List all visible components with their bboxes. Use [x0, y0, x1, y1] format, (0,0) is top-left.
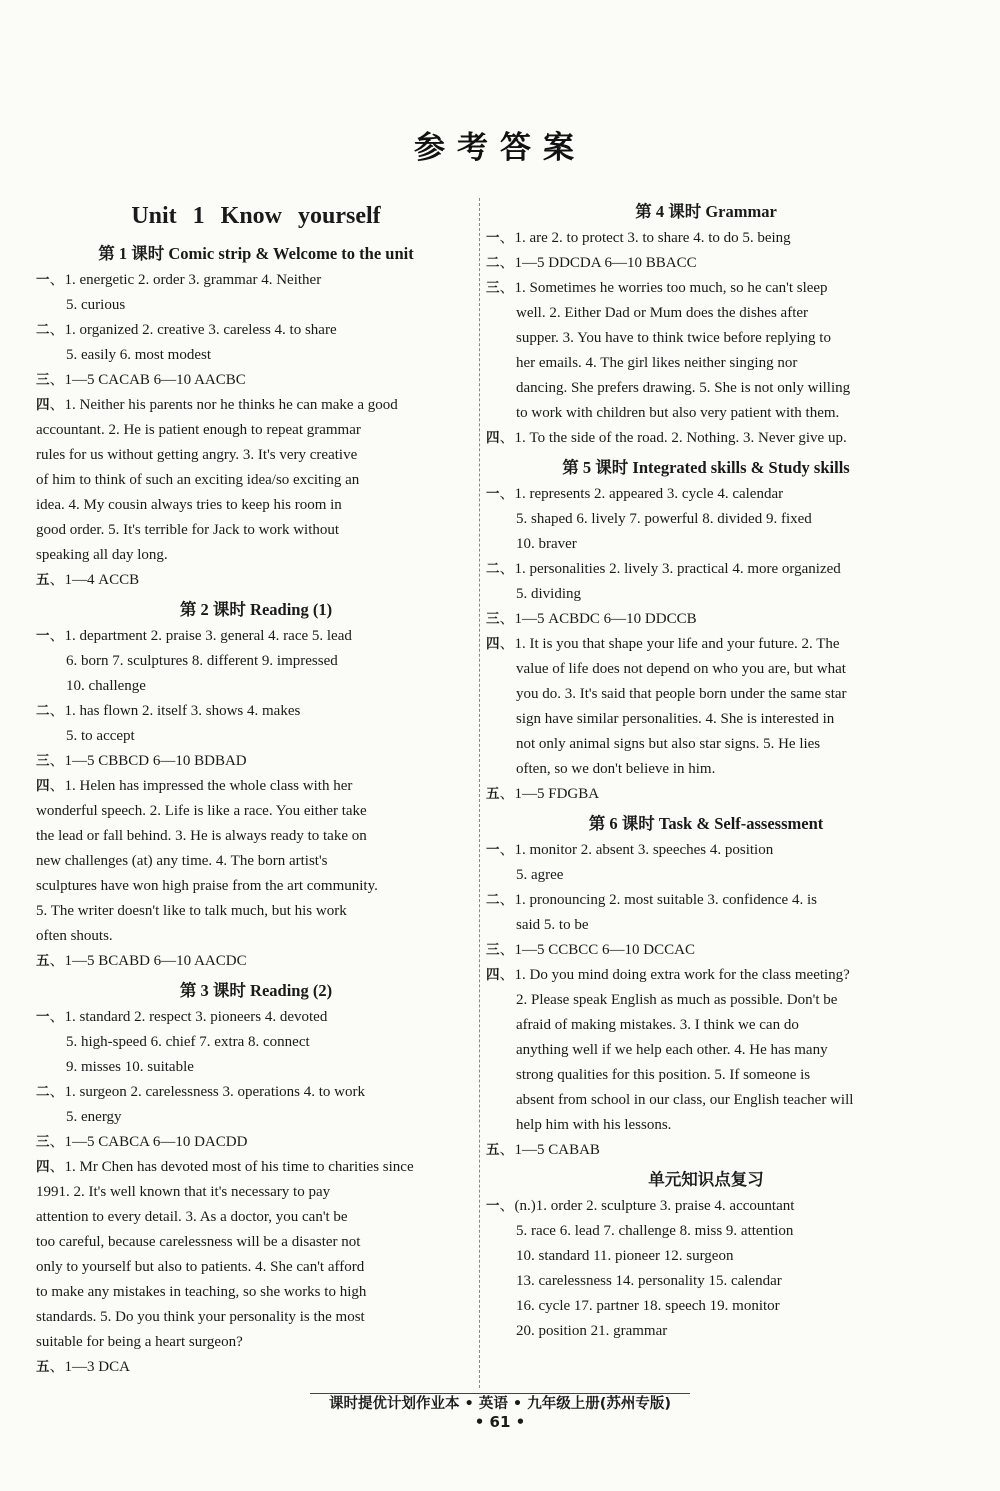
answer-line [486, 838, 926, 863]
answer-continuation: 5. dividing [516, 586, 582, 602]
answer-line [36, 1080, 476, 1105]
answer-line [486, 938, 926, 963]
answer-text: 、1—4 ACCB [49, 572, 140, 588]
section-number: 四 [486, 636, 500, 652]
answer-continuation: too careful, because carelessness will be a disaster not [36, 1234, 361, 1250]
answer-continuation: 5. The writer doesn't like to talk much, but his work [36, 903, 347, 919]
answer-continuation: 2. Please speak English as much as possible. Don't be [516, 992, 838, 1008]
section-number: 一 [486, 842, 500, 858]
answer-continuation: often shouts. [36, 928, 113, 944]
section-number: 二 [36, 1084, 50, 1100]
answer-continuation: value of life does not depend on who you are, but what [516, 661, 846, 677]
answer-continuation: speaking all day long. [36, 547, 168, 563]
answer-text: 、1—5 BCABD 6—10 AACDC [49, 953, 247, 969]
answer-continuation: said 5. to be [516, 917, 589, 933]
answer-text: 、1. To the side of the road. 2. Nothing. 3. Never give up. [499, 430, 847, 446]
answer-text: 、1. surgeon 2. carelessness 3. operations 4. to work [49, 1084, 365, 1100]
right-column [486, 195, 926, 1344]
lesson-heading: 第 3 课时 Reading (2) [179, 981, 333, 1000]
answer-continuation: 20. position 21. grammar [516, 1323, 668, 1339]
section-number: 四 [36, 778, 50, 794]
section-number: 二 [36, 703, 50, 719]
answer-text: 、1. are 2. to protect 3. to share 4. to do 5. being [499, 230, 791, 246]
answer-continuation: 5. easily 6. most modest [66, 347, 211, 363]
answer-line [486, 607, 926, 632]
answer-line [486, 888, 926, 913]
answer-text: 、1—5 CABCA 6—10 DACDD [49, 1134, 248, 1150]
review-heading: 单元知识点复习 [648, 1170, 764, 1189]
section-number: 一 [36, 628, 50, 644]
answer-line [36, 774, 476, 799]
answer-continuation: of him to think of such an exciting idea/so exciting an [36, 472, 360, 488]
answer-continuation: 13. carelessness 14. personality 15. calendar [516, 1273, 782, 1289]
answer-continuation: 5. curious [66, 297, 126, 313]
answer-continuation: help him with his lessons. [516, 1117, 672, 1133]
answer-text: 、1. pronouncing 2. most suitable 3. confidence 4. is [499, 892, 817, 908]
answer-continuation: sculptures have won high praise from the art community. [36, 878, 378, 894]
page-number: • 61 • [474, 1413, 526, 1431]
answer-continuation: 5. shaped 6. lively 7. powerful 8. divided 9. fixed [516, 511, 812, 527]
answer-continuation: 5. energy [66, 1109, 122, 1125]
answer-continuation: you do. 3. It's said that people born under the same star [516, 686, 847, 702]
answer-continuation: suitable for being a heart surgeon? [36, 1334, 243, 1350]
answer-text: 、1. standard 2. respect 3. pioneers 4. devoted [49, 1009, 328, 1025]
answer-text: 、1. Neither his parents nor he thinks he can make a good [49, 397, 398, 413]
section-number: 一 [36, 1009, 50, 1025]
section-number: 二 [36, 322, 50, 338]
answer-line [36, 368, 476, 393]
answer-continuation: to work with children but also very patient with them. [516, 405, 840, 421]
answer-continuation: 1991. 2. It's well known that it's necessary to pay [36, 1184, 331, 1200]
answer-continuation: strong qualities for this position. 5. If someone is [516, 1067, 811, 1083]
answer-text: 、1. department 2. praise 3. general 4. race 5. lead [49, 628, 352, 644]
answer-line [486, 782, 926, 807]
answer-continuation: 5. high-speed 6. chief 7. extra 8. connect [66, 1034, 310, 1050]
section-number: 三 [486, 611, 500, 627]
answer-line [36, 949, 476, 974]
right-answers [486, 198, 926, 1344]
lesson-heading: 第 2 课时 Reading (1) [179, 600, 333, 619]
answer-continuation: the lead or fall behind. 3. He is always ready to take on [36, 828, 367, 844]
answer-text: 、1—5 CABAB [499, 1142, 600, 1158]
section-number: 三 [36, 1134, 50, 1150]
answer-continuation: often, so we don't believe in him. [516, 761, 716, 777]
answer-line [486, 1138, 926, 1163]
section-number: 一 [486, 1198, 500, 1214]
section-number: 五 [486, 786, 500, 802]
answer-line [486, 632, 926, 657]
section-number: 五 [486, 1142, 500, 1158]
answer-text: 、1—5 DDCDA 6—10 BBACC [499, 255, 697, 271]
lesson-heading: 第 5 课时 Integrated skills & Study skills [562, 458, 850, 477]
answer-text: 、1—3 DCA [49, 1359, 130, 1375]
answer-text: 、1. organized 2. creative 3. careless 4. to share [49, 322, 337, 338]
answer-line [486, 963, 926, 988]
answer-text: 、1. Sometimes he worries too much, so he can't sleep [499, 280, 828, 296]
answer-continuation: well. 2. Either Dad or Mum does the dishes after [516, 305, 809, 321]
answer-continuation: supper. 3. You have to think twice before replying to [516, 330, 831, 346]
answer-text: 、1—5 CCBCC 6—10 DCCAC [499, 942, 695, 958]
section-number: 二 [486, 561, 500, 577]
answer-text: 、1—5 FDGBA [499, 786, 600, 802]
lesson-heading: 第 4 课时 Grammar [635, 202, 777, 221]
answer-continuation: 5. race 6. lead 7. challenge 8. miss 9. attention [516, 1223, 794, 1239]
answer-line [36, 699, 476, 724]
answer-line [36, 393, 476, 418]
answer-continuation: idea. 4. My cousin always tries to keep his room in [36, 497, 342, 513]
section-number: 三 [36, 753, 50, 769]
answer-continuation: accountant. 2. He is patient enough to repeat grammar [36, 422, 361, 438]
answer-continuation: to make any mistakes in teaching, so she works to high [36, 1284, 367, 1300]
section-number: 一 [486, 230, 500, 246]
left-column [36, 195, 476, 1380]
section-number: 二 [486, 255, 500, 271]
section-number: 三 [36, 372, 50, 388]
answer-line [36, 318, 476, 343]
section-number: 一 [36, 272, 50, 288]
answer-continuation: 9. misses 10. suitable [66, 1059, 194, 1075]
section-number: 一 [486, 486, 500, 502]
answer-text: 、1. has flown 2. itself 3. shows 4. makes [49, 703, 301, 719]
answer-text: 、1. energetic 2. order 3. grammar 4. Neither [49, 272, 322, 288]
page-title: 参考答案 [414, 130, 586, 166]
answer-line [486, 482, 926, 507]
answer-text: 、(n.)1. order 2. sculpture 3. praise 4. accountant [499, 1198, 795, 1214]
answer-continuation: dancing. She prefers drawing. 5. She is not only willing [516, 380, 851, 396]
footer-text: 课时提优计划作业本 • 英语 • 九年级上册(苏州专版) [329, 1396, 671, 1412]
answer-line [486, 251, 926, 276]
answer-line [486, 557, 926, 582]
answer-continuation: rules for us without getting angry. 3. It's very creative [36, 447, 358, 463]
answer-continuation: 10. standard 11. pioneer 12. surgeon [516, 1248, 734, 1264]
answer-continuation: her emails. 4. The girl likes neither singing nor [516, 355, 798, 371]
section-number: 三 [486, 280, 500, 296]
section-number: 四 [36, 1159, 50, 1175]
answer-text: 、1. Mr Chen has devoted most of his time to charities since [49, 1159, 414, 1175]
answer-text: 、1. Helen has impressed the whole class with her [49, 778, 353, 794]
answer-continuation: good order. 5. It's terrible for Jack to work without [36, 522, 340, 538]
section-number: 五 [36, 1359, 50, 1375]
answer-text: 、1. represents 2. appeared 3. cycle 4. calendar [499, 486, 784, 502]
section-number: 五 [36, 953, 50, 969]
section-number: 四 [486, 967, 500, 983]
column-divider [479, 198, 480, 1388]
answer-continuation: new challenges (at) any time. 4. The born artist's [36, 853, 328, 869]
answer-text: 、1. It is you that shape your life and your future. 2. The [499, 636, 840, 652]
answer-line [36, 268, 476, 293]
answer-continuation: 16. cycle 17. partner 18. speech 19. monitor [516, 1298, 780, 1314]
answer-line [36, 1355, 476, 1380]
answer-line [36, 1005, 476, 1030]
answer-continuation: not only animal signs but also star signs. 5. He lies [516, 736, 821, 752]
answer-continuation: sign have similar personalities. 4. She is interested in [516, 711, 835, 727]
answer-line [486, 426, 926, 451]
lesson-heading: 第 6 课时 Task & Self-assessment [588, 814, 824, 833]
answer-continuation: attention to every detail. 3. As a doctor, you can't be [36, 1209, 348, 1225]
answer-line [36, 624, 476, 649]
answer-continuation: only to yourself but also to patients. 4. She can't afford [36, 1259, 365, 1275]
answer-text: 、1. monitor 2. absent 3. speeches 4. position [499, 842, 774, 858]
answer-line [486, 226, 926, 251]
answer-line [36, 1130, 476, 1155]
answer-continuation: 10. challenge [66, 678, 146, 694]
answer-text: 、1—5 CBBCD 6—10 BDBAD [49, 753, 247, 769]
answer-continuation: 6. born 7. sculptures 8. different 9. impressed [66, 653, 338, 669]
answer-continuation: anything well if we help each other. 4. He has many [516, 1042, 828, 1058]
answer-text: 、1—5 ACBDC 6—10 DDCCB [499, 611, 697, 627]
answer-continuation: wonderful speech. 2. Life is like a race. You either take [36, 803, 367, 819]
answer-line [486, 276, 926, 301]
section-number: 二 [486, 892, 500, 908]
answer-continuation: 5. to accept [66, 728, 135, 744]
answer-text: 、1. Do you mind doing extra work for the class meeting? [499, 967, 850, 983]
answer-text: 、1. personalities 2. lively 3. practical 4. more organized [499, 561, 841, 577]
answer-line [36, 568, 476, 593]
left-answers [36, 240, 476, 1380]
section-number: 三 [486, 942, 500, 958]
answer-line [486, 1194, 926, 1219]
answer-continuation: standards. 5. Do you think your personality is the most [36, 1309, 365, 1325]
section-number: 四 [486, 430, 500, 446]
section-number: 四 [36, 397, 50, 413]
answer-text: 、1—5 CACAB 6—10 AACBC [49, 372, 246, 388]
lesson-heading: 第 1 课时 Comic strip & Welcome to the unit [98, 244, 414, 263]
answer-continuation: absent from school in our class, our English teacher will [516, 1092, 854, 1108]
answer-line [36, 1155, 476, 1180]
answer-continuation: 10. braver [516, 536, 577, 552]
answer-continuation: afraid of making mistakes. 3. I think we can do [516, 1017, 799, 1033]
unit-title: Unit 1 Know yourself [131, 203, 381, 229]
answer-line [36, 749, 476, 774]
section-number: 五 [36, 572, 50, 588]
answer-continuation: 5. agree [516, 867, 564, 883]
